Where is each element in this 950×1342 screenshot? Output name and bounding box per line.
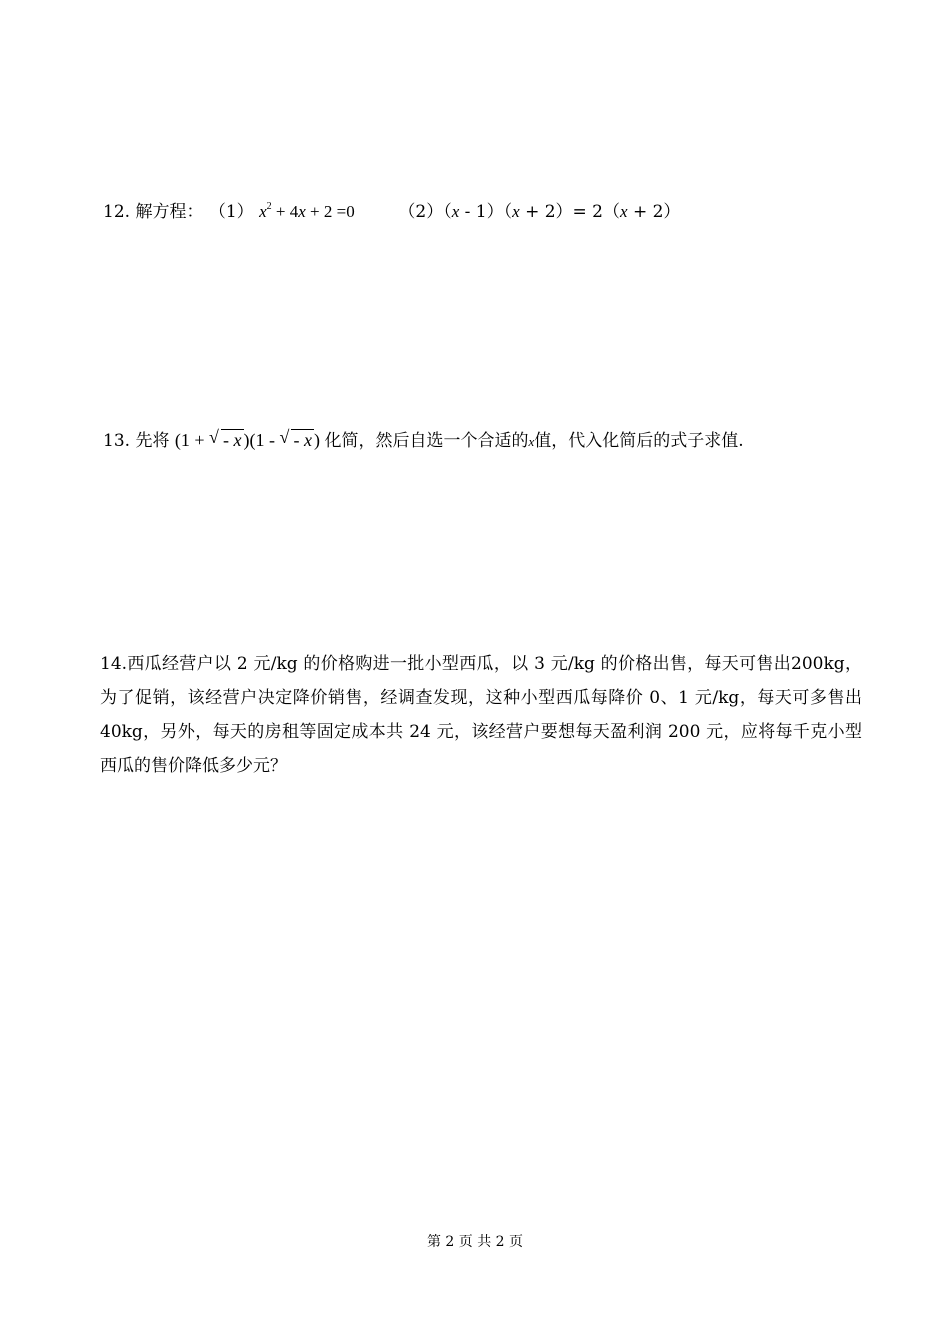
question-12 [103, 197, 680, 222]
question-12-equation-2: （2）（x - 1）（x + 2）= 2（x + 2） [398, 202, 681, 222]
sqrt-symbol: √ - x [279, 427, 312, 450]
question-12-equation-1: $x^2 + 4x + 2 =0$ [259, 201, 355, 221]
question-13-expression: (1 + √ - x )(1 - √ - x ) [174, 427, 320, 450]
sqrt-symbol: √ - x [209, 427, 242, 450]
question-13-text-a: 化简，然后自选一个合适的 [324, 431, 529, 451]
question-13-text-b: 值，代入化简后的式子求值. [534, 431, 744, 451]
question-12-part1-label: （1） [208, 202, 254, 222]
question-14: 14.西瓜经营户以 2 元/kg 的价格购进一批小型西瓜，以 3 元/kg 的价格出售，每天可售出200kg，为了促销，该经营户决定降价销售，经调查发现，这种小型西瓜每降价 0、1 元/kg，每天可多售出 40kg，另外，每天的房租等固定成本共 24 元，该经营户要想每天盈利润 200 元，应将每千克小型西瓜的售价降低多少元？ [100, 654, 862, 776]
question-13-variable: x [528, 434, 535, 449]
question-13 [103, 427, 744, 452]
question-12-label: 12. 解方程： [103, 202, 204, 222]
page-footer: 第 2 页 共 2 页 [426, 1234, 524, 1250]
question-13-label: 13. 先将 [103, 431, 170, 451]
